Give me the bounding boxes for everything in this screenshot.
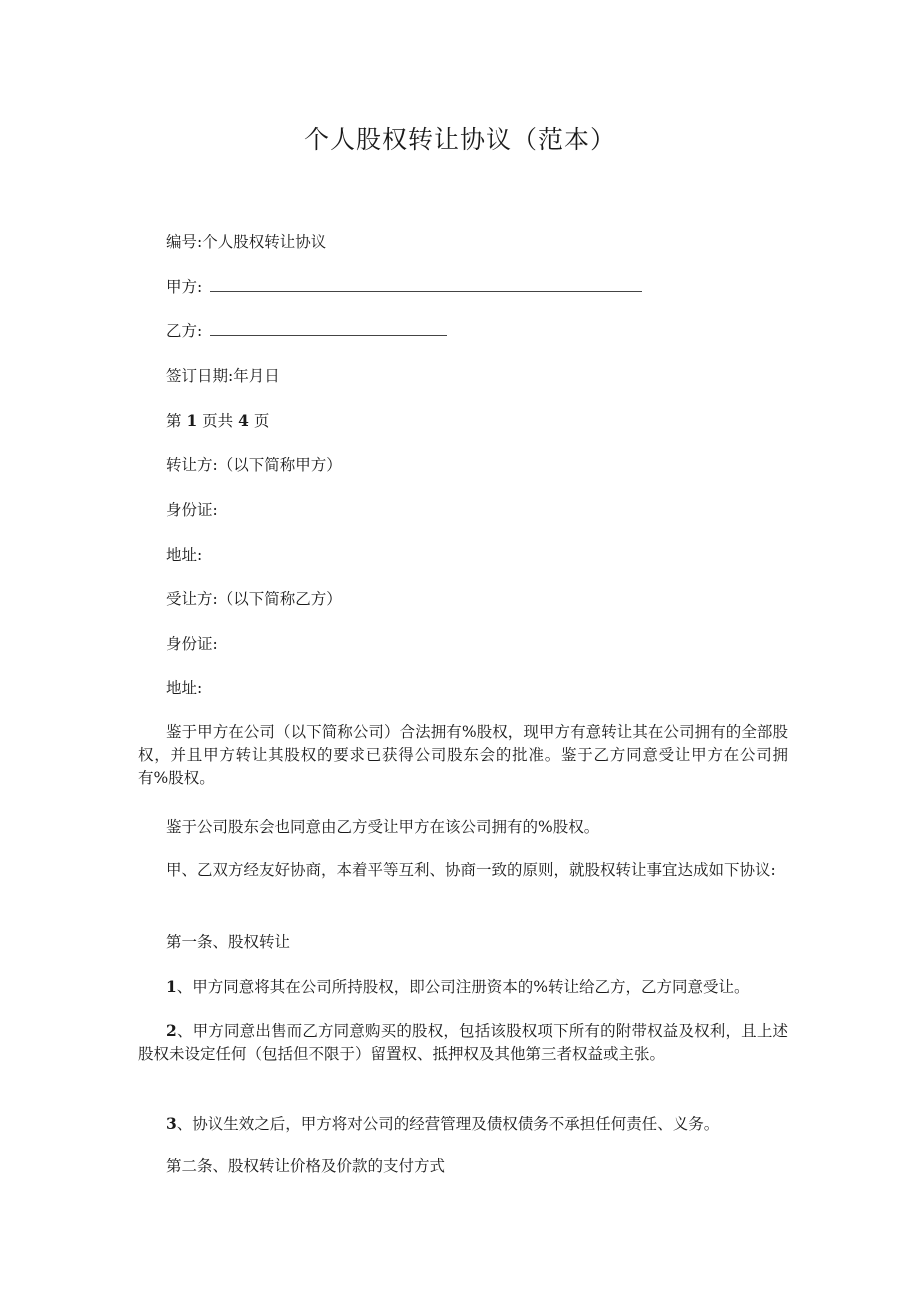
recital-paragraph-2: 鉴于公司股东会也同意由乙方受让甲方在该公司拥有的%股权。: [166, 818, 600, 836]
transferor-address: 地址:: [166, 546, 203, 564]
transferor-id: 身份证:: [166, 501, 218, 519]
article-1-heading: 第一条、股权转让: [166, 933, 291, 951]
item-text: 、甲方同意出售而乙方同意购买的股权，包括该股权项下所有的附带权益及权利，且上述股权未设定任何（包括但不限于）留置权、抵押权及其他第三者权益或主张。: [138, 1022, 788, 1063]
recital-paragraph-3: 甲、乙双方经友好协商，本着平等互利、协商一致的原则，就股权转让事宜达成如下协议:: [166, 861, 776, 879]
document-title: 个人股权转让协议（范本）: [303, 125, 616, 154]
article-1-item-1: [138, 975, 788, 999]
article-1-item-3: [138, 1112, 743, 1136]
page-prefix: 第: [166, 412, 187, 430]
item-number: 1: [166, 977, 177, 996]
page-total: 4: [238, 411, 249, 430]
party-a-line: [166, 277, 642, 297]
item-text: 、协议生效之后，甲方将对公司的经营管理及债权债务不承担任何责任、义务。: [176, 1115, 720, 1133]
party-b-blank: [210, 321, 447, 336]
sign-date: 签订日期:年月日: [166, 367, 280, 385]
transferee-address: 地址:: [166, 679, 203, 697]
party-b-line: [166, 321, 447, 341]
party-b-label: 乙方:: [166, 322, 203, 340]
article-1-item-2: [138, 1019, 788, 1066]
recital-paragraph-1: 鉴于甲方在公司（以下简称公司）合法拥有%股权，现甲方有意转让其在公司拥有的全部股权，并且甲方转让其股权的要求已获得公司股东会的批准。鉴于乙方同意受让甲方在公司拥有%股权。: [138, 723, 788, 787]
item-text: 、甲方同意将其在公司所持股权，即公司注册资本的%转让给乙方，乙方同意受让。: [176, 978, 750, 996]
page-indicator: [166, 411, 269, 431]
transferor-line: 转让方:（以下简称甲方）: [166, 456, 342, 474]
transferee-line: 受让方:（以下简称乙方）: [166, 590, 342, 608]
party-a-label: 甲方:: [166, 278, 203, 296]
transferee-id: 身份证:: [166, 635, 218, 653]
page-suffix: 页: [248, 412, 270, 430]
item-number: 2: [166, 1021, 177, 1040]
number-line: 编号:个人股权转让协议: [166, 233, 327, 251]
page-middle: 页共: [197, 412, 239, 430]
party-a-blank: [210, 277, 642, 292]
page-current: 1: [186, 411, 198, 430]
article-2-heading: 第二条、股权转让价格及价款的支付方式: [166, 1157, 446, 1175]
item-number: 3: [166, 1114, 177, 1133]
